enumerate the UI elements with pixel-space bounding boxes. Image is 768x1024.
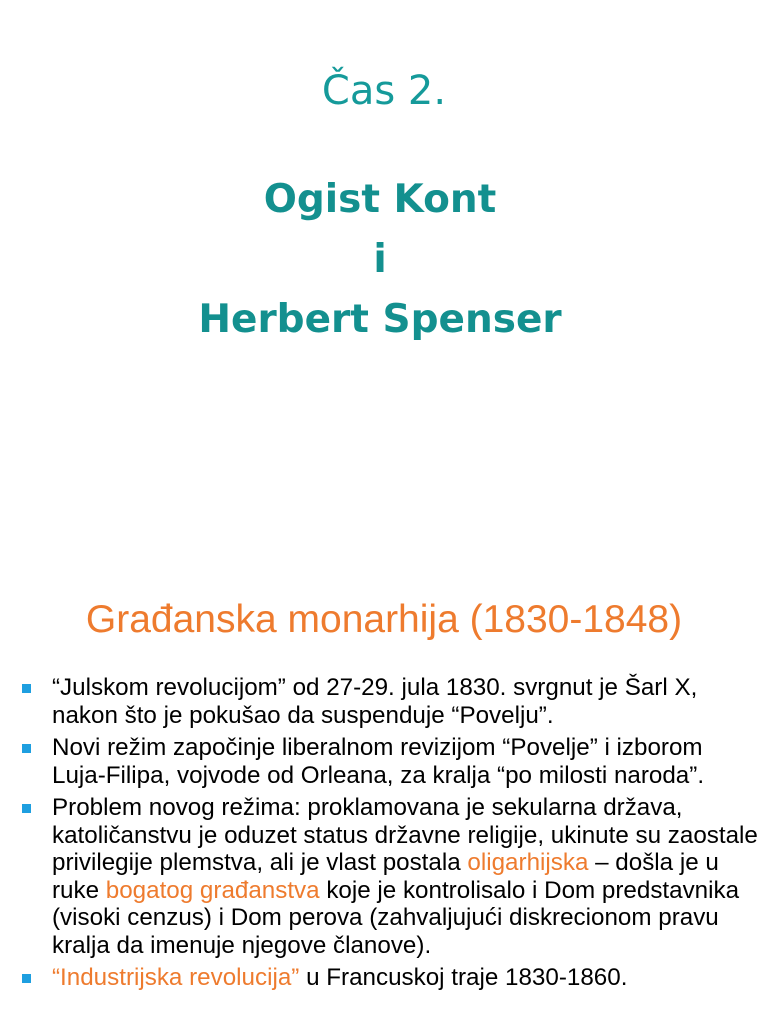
highlight-text: bogatog građanstva [105,876,320,904]
bullet-text: Novi režim započinje liberalnom revizijom “Povelje” i izborom Luja-Filipa, vojvode od Orleana, za kralja “po milosti naroda”. [52,734,705,789]
bullet-text: u Francuskoj traje 1830-1860. [299,964,628,991]
square-bullet-icon [22,974,31,983]
bullet-item [20,734,760,789]
bullet-text: – došla je u ruke [52,849,719,904]
bullet-item [20,794,760,959]
bullet-text: “Julskom revolucijom” od 27-29. jula 1830. svrgnut je Šarl X, nakon što je pokušao da suspenduje “Povelju”. [52,674,698,729]
bullet-item [20,674,760,729]
bullet-text: koje je kontrolisalo i Dom predstavnika (visoki cenzus) i Dom perova (zahvaljujući diskrecionom pravu kralja da imenuje njegove članove). [52,876,740,959]
slide-2-title: Građanska monarhija (1830-1848) [85,598,683,641]
slide-1-subtitle [0,170,760,350]
square-bullet-icon [22,804,31,813]
slide-content [0,576,768,1024]
square-bullet-icon [22,744,31,753]
square-bullet-icon [22,684,31,693]
bullet-item [20,964,760,992]
bullet-text: Problem novog režima: proklamovana je sekularna država, katoličanstvu je oduzet status državne religije, ukinute su zaostale privilegije plemstva, ali je vlast postala [52,794,758,876]
slide-1-title: Čas 2. [321,68,447,114]
bullet-list [20,674,760,997]
subtitle-line: Ogist Kont [263,177,497,222]
subtitle-line: i [373,237,387,282]
highlight-text: “Industrijska revolucija” [52,964,300,991]
subtitle-line: Herbert Spenser [198,297,562,342]
highlight-text: oligarhijska [467,849,589,876]
